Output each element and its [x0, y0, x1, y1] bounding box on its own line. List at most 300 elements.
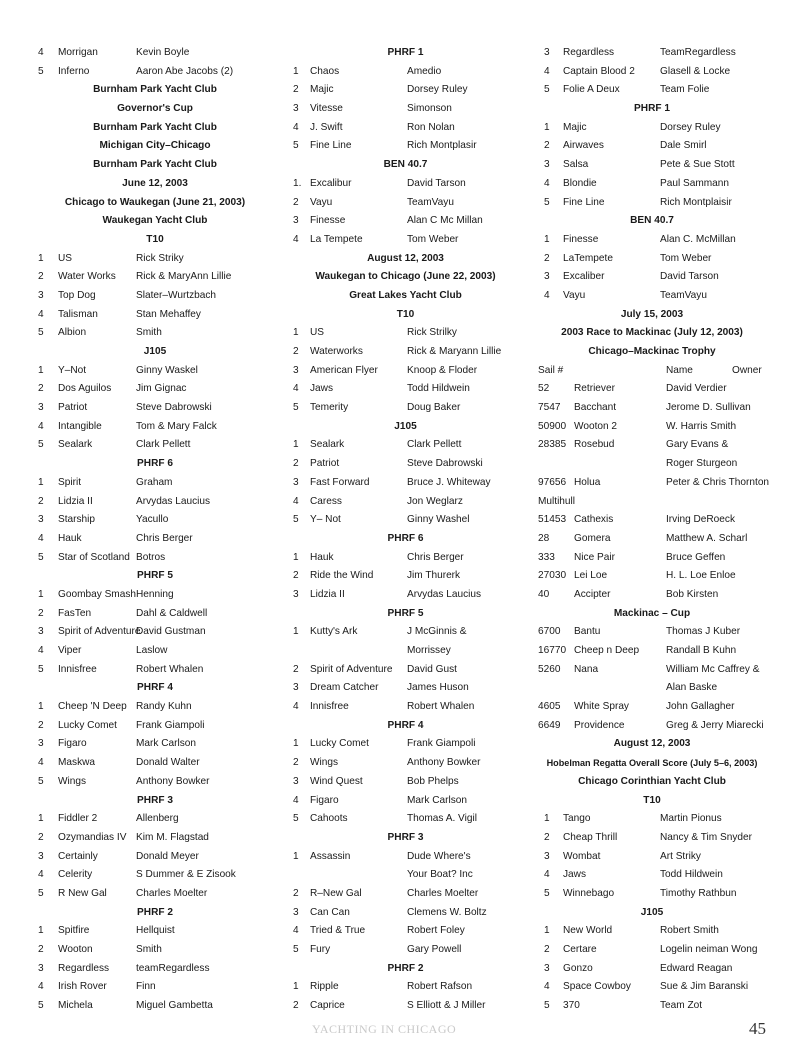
sail-number: 28385: [538, 439, 567, 451]
place-number: 2: [544, 831, 550, 843]
owner-name: Robert Smith: [660, 925, 719, 937]
boat-name: Top Dog: [58, 289, 96, 301]
sail-number: 16770: [538, 645, 567, 656]
boat-name: Patriot: [310, 458, 340, 470]
owner-name: Thomas J Kuber: [666, 626, 741, 638]
sail-number: 7547: [538, 402, 561, 414]
section-heading: Great Lakes Yacht Club: [349, 289, 462, 301]
owner-name: Ginny Waskel: [136, 364, 198, 376]
place-number: 4: [293, 701, 299, 713]
place-number: 1: [38, 588, 44, 600]
place-number: 5: [38, 663, 44, 675]
place-number: 2: [293, 84, 299, 96]
boat-name: Intangible: [58, 420, 102, 432]
sail-number: 52: [538, 383, 550, 395]
owner-name: David Tarson: [407, 177, 466, 189]
owner-label: Owner: [732, 364, 762, 376]
sail-result-row: [532, 661, 772, 680]
boat-name: La Tempete: [310, 233, 363, 245]
owner-name: Rick Striky: [136, 252, 184, 264]
owner-name: Alan C. McMillan: [660, 233, 736, 245]
section-heading: J105: [640, 906, 664, 918]
result-row: [283, 773, 528, 792]
owner-name: Todd Hildwein: [407, 383, 470, 395]
boat-name: Tango: [563, 813, 591, 825]
owner-name: Bob Phelps: [407, 775, 459, 787]
result-row: [532, 978, 772, 997]
boat-name: White Spray: [574, 701, 629, 713]
place-number: 5: [544, 84, 550, 96]
result-row: [532, 268, 772, 287]
boat-name: J. Swift: [310, 121, 343, 133]
boat-name: Maskwa: [58, 757, 96, 769]
owner-name: Robert Rafson: [407, 981, 473, 993]
owner-name: Robert Whalen: [136, 663, 204, 675]
page-number: 45: [749, 1019, 766, 1038]
place-number: 4: [293, 233, 299, 245]
section-heading: Chicago to Waukegan (June 21, 2003): [64, 196, 246, 208]
boat-name: Waterworks: [310, 346, 363, 357]
result-row: [532, 922, 772, 941]
sail-result-row: [532, 717, 772, 736]
boat-name: Providence: [574, 719, 625, 731]
section-heading: PHRF 5: [387, 607, 424, 619]
boat-name: Starship: [58, 514, 96, 526]
place-number: 4: [293, 794, 299, 806]
place-number: 3: [544, 271, 550, 283]
result-row: [30, 642, 280, 661]
result-row: [283, 119, 528, 138]
place-number: 4: [544, 289, 550, 301]
result-row: [283, 735, 528, 754]
place-number: 5: [38, 551, 44, 563]
owner-name: S Elliott & J Miller: [407, 1000, 486, 1012]
section-heading: BEN 40.7: [383, 159, 428, 171]
place-number: 3: [38, 850, 44, 862]
boat-name: Captain Blood 2: [563, 65, 635, 77]
boat-name: Figaro: [58, 738, 87, 750]
owner-name: Rick Strilky: [407, 327, 457, 339]
place-number: 5: [38, 887, 44, 899]
result-row: [30, 380, 280, 399]
boat-name: Wings: [58, 775, 87, 787]
place-number: 5: [38, 775, 44, 787]
boat-name: US: [58, 252, 73, 264]
place-number: 3: [293, 775, 299, 787]
owner-name: H. L. Loe Enloe: [666, 570, 736, 582]
place-number: 4: [293, 495, 299, 507]
sail-result-row: [532, 530, 772, 549]
result-row: [283, 511, 528, 530]
boat-name: Gonzo: [563, 962, 593, 974]
section-heading: Hobelman Regatta Overall Score (July 5–6, 2003): [546, 758, 758, 769]
owner-name: Your Boat? Inc: [407, 869, 473, 881]
section-heading: PHRF 2: [137, 906, 173, 918]
boat-name: Cheep n Deep: [574, 645, 640, 656]
result-row: [283, 754, 528, 773]
place-number: 1: [38, 925, 44, 937]
results-column-left: [30, 44, 280, 1016]
boat-name: LaTempete: [563, 252, 613, 264]
result-row: [30, 922, 280, 941]
result-row: [30, 978, 280, 997]
boat-name: Can Can: [310, 906, 350, 918]
owner-name: Steve Dabrowski: [136, 402, 212, 414]
result-row: [283, 941, 528, 960]
owner-name: Bruce J. Whiteway: [407, 476, 491, 488]
boat-name: Excalibur: [310, 177, 352, 189]
section-heading: PHRF 3: [137, 794, 173, 806]
place-number: 4: [544, 65, 550, 77]
result-row: [30, 941, 280, 960]
place-number: 1: [38, 476, 44, 488]
place-number: 4: [293, 121, 299, 133]
owner-name: Edward Reagan: [660, 962, 733, 974]
owner-name: Jerome D. Sullivan: [666, 402, 751, 414]
sail-result-row: [532, 362, 772, 381]
boat-name: Jaws: [563, 869, 586, 881]
owner-name: Tom & Mary Falck: [136, 420, 217, 432]
owner-name: David Gustman: [136, 626, 206, 638]
boat-name: Figaro: [310, 794, 339, 806]
place-number: 3: [544, 47, 550, 58]
boat-name: Patriot: [58, 402, 88, 414]
boat-name: Blondie: [563, 177, 597, 189]
boat-name: Lidzia II: [310, 588, 345, 600]
owner-name: J McGinnis &: [407, 626, 467, 638]
owner-name: Anthony Bowker: [136, 775, 210, 787]
owner-name: William Mc Caffrey &: [666, 663, 760, 675]
boat-name: Caress: [310, 495, 342, 507]
boat-name: Talisman: [58, 308, 98, 320]
boat-name: Tried & True: [310, 925, 366, 937]
results-column-right: [532, 44, 772, 1016]
result-row: [283, 231, 528, 250]
section-heading: BEN 40.7: [630, 215, 674, 227]
owner-name: Dude Where's: [407, 850, 471, 862]
sail-result-row: [532, 455, 772, 474]
owner-name: Rick & Maryann Lillie: [407, 346, 502, 357]
result-row: [30, 63, 280, 82]
section-heading: Burnham Park Yacht Club: [93, 84, 217, 96]
section-heading: T10: [146, 233, 164, 245]
owner-name: Dahl & Caldwell: [136, 607, 208, 619]
owner-name: Anthony Bowker: [407, 757, 481, 769]
place-number: 4: [38, 981, 44, 993]
place-number: 2: [38, 495, 44, 507]
sail-number: 97656: [538, 476, 567, 488]
owner-name: Miguel Gambetta: [136, 1000, 213, 1012]
owner-name: Sue & Jim Baranski: [660, 981, 749, 993]
place-number: 1: [293, 327, 299, 339]
result-row: [283, 137, 528, 156]
owner-name: Mark Carlson: [407, 794, 468, 806]
boat-name: Albion: [58, 327, 87, 339]
place-number: 3: [544, 850, 550, 862]
owner-name: Slater–Wurtzbach: [136, 289, 217, 301]
boat-name: Winnebago: [563, 887, 615, 899]
owner-name: Ginny Washel: [407, 514, 470, 526]
boat-name: Dos Aguilos: [58, 383, 112, 395]
place-number: 1: [293, 65, 299, 77]
boat-name: Lucky Comet: [58, 719, 117, 731]
boat-name: Vayu: [310, 196, 333, 208]
boat-name: Hauk: [310, 551, 334, 563]
boat-name: Chaos: [310, 65, 340, 77]
section-heading: July 15, 2003: [620, 308, 684, 320]
result-row: [30, 549, 280, 568]
boat-name: Y–Not: [58, 364, 87, 376]
place-number: 3: [293, 906, 299, 918]
owner-name: Timothy Rathbun: [660, 887, 737, 899]
owner-name: Yacullo: [136, 514, 169, 526]
result-row: [30, 735, 280, 754]
owner-name: Irving DeRoeck: [666, 514, 736, 526]
owner-name: Arvydas Laucius: [136, 495, 211, 507]
result-row: [283, 904, 528, 923]
result-row: [283, 343, 528, 362]
place-number: 2: [38, 719, 44, 731]
boat-name: Kutty's Ark: [310, 626, 358, 638]
result-row: [30, 436, 280, 455]
boat-name: FasTen: [58, 607, 92, 619]
boat-name: Retriever: [574, 383, 615, 395]
place-number: 5: [293, 402, 299, 414]
owner-name: Thomas A. Vigil: [407, 813, 477, 825]
place-number: 1: [38, 252, 44, 264]
boat-name: Excaliber: [563, 271, 605, 283]
place-number: 2: [293, 663, 299, 675]
result-row: [283, 792, 528, 811]
section-heading: T10: [643, 794, 661, 806]
boat-name: Fiddler 2: [58, 813, 98, 825]
result-row: [283, 380, 528, 399]
boat-name: Finesse: [310, 215, 346, 227]
result-row: [283, 474, 528, 493]
boat-name: Y– Not: [310, 514, 341, 526]
owner-name: Charles Moelter: [136, 887, 208, 899]
owner-name: Charles Moelter: [407, 887, 479, 899]
owner-name: Amedio: [407, 65, 442, 77]
owner-name: Ron Nolan: [407, 121, 455, 133]
place-number: 2: [38, 831, 44, 843]
result-row: [283, 100, 528, 119]
place-number: 2: [293, 887, 299, 899]
result-row: [30, 773, 280, 792]
section-heading: Chicago–Mackinac Trophy: [588, 346, 716, 357]
place-number: 5: [544, 1000, 550, 1012]
boat-name: Majic: [310, 84, 334, 96]
result-row: [283, 623, 528, 642]
boat-name: 370: [563, 1000, 580, 1012]
boat-name: Wings: [310, 757, 339, 769]
boat-name: Goombay Smash: [58, 588, 136, 600]
owner-name: Greg & Jerry Miarecki: [666, 719, 764, 731]
owner-name: Bob Kirsten: [666, 588, 719, 600]
owner-name: James Huson: [407, 682, 469, 694]
owner-name: Todd Hildwein: [660, 869, 723, 881]
boat-name: Fast Forward: [310, 476, 370, 488]
owner-name: Alan C Mc Millan: [407, 215, 483, 227]
place-number: 5: [544, 887, 550, 899]
place-number: 5: [38, 1000, 44, 1012]
boat-name: Fine Line: [310, 140, 352, 152]
result-row: [283, 567, 528, 586]
sail-result-row: [532, 679, 772, 698]
owner-name: Hellquist: [136, 925, 175, 937]
boat-name: Lucky Comet: [310, 738, 369, 750]
place-number: 1: [544, 233, 550, 245]
result-row: [30, 885, 280, 904]
owner-name: Henning: [136, 588, 174, 600]
place-number: 1: [293, 551, 299, 563]
section-heading: PHRF 4: [387, 719, 424, 731]
sail-number: 6649: [538, 719, 561, 731]
owner-name: Gary Evans &: [666, 439, 729, 451]
sail-number: 28: [538, 532, 550, 544]
result-row: [532, 119, 772, 138]
result-row: [532, 156, 772, 175]
place-number: 3: [544, 962, 550, 974]
result-row: [532, 997, 772, 1016]
owner-name: Kim M. Flagstad: [136, 831, 209, 843]
owner-name: Team Zot: [660, 1000, 703, 1012]
sail-result-row: [532, 623, 772, 642]
place-number: 4: [544, 177, 550, 189]
sail-result-row: [532, 493, 772, 512]
owner-name: Gary Powell: [407, 944, 462, 955]
result-row: [532, 194, 772, 213]
result-row: [30, 829, 280, 848]
result-row: [283, 212, 528, 231]
result-row: [283, 661, 528, 680]
boat-name: Spirit of Adventure: [310, 663, 393, 675]
boat-name: Bantu: [574, 626, 601, 638]
owner-name: Stan Mehaffey: [136, 308, 201, 320]
boat-name: Vitesse: [310, 103, 343, 115]
result-row: [283, 866, 528, 885]
boat-name: American Flyer: [310, 364, 378, 376]
place-number: 3: [38, 738, 44, 750]
sail-number: 50900: [538, 420, 567, 432]
place-number: 3: [293, 682, 299, 694]
result-row: [283, 978, 528, 997]
place-number: 1: [293, 981, 299, 993]
owner-name: Art Striky: [660, 850, 701, 862]
sail-result-row: [532, 436, 772, 455]
owner-name: Knoop & Floder: [407, 364, 478, 376]
sail-number: Multihull: [538, 495, 576, 507]
boat-name: Temerity: [310, 402, 349, 414]
boat-name: Holua: [574, 476, 601, 488]
result-row: [532, 866, 772, 885]
owner-name: Doug Baker: [407, 402, 461, 414]
section-heading: PHRF 3: [387, 831, 424, 843]
sail-result-row: [532, 698, 772, 717]
boat-name: Salsa: [563, 159, 589, 171]
place-number: 4: [293, 383, 299, 395]
sail-result-row: [532, 642, 772, 661]
result-row: [283, 679, 528, 698]
result-row: [30, 810, 280, 829]
section-heading: Michigan City–Chicago: [99, 140, 211, 152]
owner-name: Nancy & Tim Snyder: [660, 831, 752, 843]
result-row: [30, 474, 280, 493]
place-number: 4: [38, 645, 44, 656]
place-number: 4: [544, 869, 550, 881]
result-row: [30, 530, 280, 549]
place-number: 5: [293, 514, 299, 526]
result-row: [532, 960, 772, 979]
result-row: [283, 810, 528, 829]
boat-name: Ozymandias IV: [58, 831, 127, 843]
section-heading: PHRF 6: [137, 458, 173, 470]
result-row: [30, 399, 280, 418]
place-number: 4: [544, 981, 550, 993]
owner-name: Bruce Geffen: [666, 551, 726, 563]
owner-name: David Gust: [407, 663, 457, 675]
owner-name: Frank Giampoli: [136, 719, 205, 731]
owner-name: Finn: [136, 981, 156, 993]
boat-name: Jaws: [310, 383, 333, 395]
sail-number: 6700: [538, 626, 561, 638]
result-row: [532, 137, 772, 156]
boat-name: Folie A Deux: [563, 84, 620, 96]
owner-name: Chris Berger: [407, 551, 464, 563]
owner-name: John Gallagher: [666, 701, 735, 713]
place-number: 4: [38, 757, 44, 769]
boat-name: Gomera: [574, 532, 611, 544]
place-number: 3: [293, 103, 299, 115]
result-row: [30, 511, 280, 530]
result-row: [532, 231, 772, 250]
owner-name: Donald Meyer: [136, 850, 199, 862]
result-row: [283, 885, 528, 904]
result-row: [283, 698, 528, 717]
place-number: 5: [38, 327, 44, 339]
owner-name: Clark Pellett: [407, 439, 462, 451]
boat-name: R New Gal: [58, 887, 107, 899]
result-row: [30, 623, 280, 642]
place-number: 3: [38, 962, 44, 974]
owner-name: Tom Weber: [660, 252, 712, 264]
boat-name: Fury: [310, 944, 331, 955]
section-heading: PHRF 4: [137, 682, 173, 694]
place-number: 5: [293, 813, 299, 825]
boat-name: Cathexis: [574, 514, 614, 526]
boat-name: Innisfree: [58, 663, 97, 675]
result-row: [283, 175, 528, 194]
owner-name: Donald Walter: [136, 757, 200, 769]
boat-name: Space Cowboy: [563, 981, 631, 993]
boat-name: Regardless: [563, 47, 615, 58]
boat-name: Spirit: [58, 476, 81, 488]
result-row: [30, 586, 280, 605]
result-row: [283, 324, 528, 343]
boat-name: Wombat: [563, 850, 601, 862]
section-heading: PHRF 2: [387, 962, 424, 974]
result-row: [532, 287, 772, 306]
result-row: [30, 306, 280, 325]
place-number: 2: [544, 252, 550, 264]
owner-name: Frank Giampoli: [407, 738, 476, 750]
sail-number: 4605: [538, 701, 561, 713]
place-number: 1: [38, 364, 44, 376]
result-row: [283, 586, 528, 605]
section-heading: PHRF 1: [634, 103, 670, 115]
boat-name: Cheap Thrill: [563, 831, 618, 843]
result-row: [283, 642, 528, 661]
